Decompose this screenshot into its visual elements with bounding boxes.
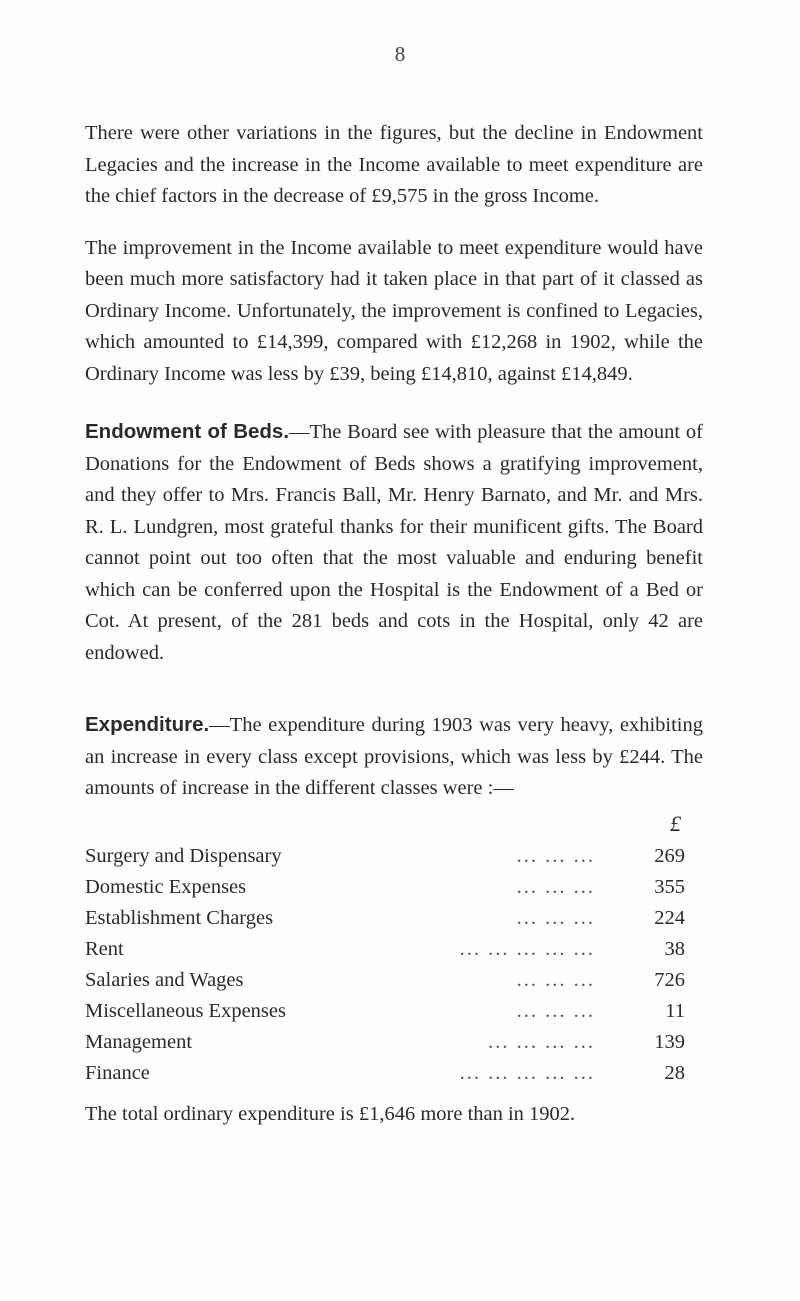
expense-label: Management xyxy=(85,1030,193,1053)
leader-dots: ... ... ... xyxy=(516,906,595,929)
currency-column-header: £ xyxy=(670,810,681,836)
leader-dots: ... ... ... ... ... xyxy=(459,1061,595,1084)
table-row xyxy=(85,1027,685,1058)
expense-amount: 355 xyxy=(654,875,685,898)
table-row xyxy=(85,965,685,996)
paragraph-expenditure xyxy=(85,709,703,805)
leader-dots: ... ... ... xyxy=(516,844,595,867)
total-expenditure-note: The total ordinary expenditure is £1,646 more than in 1902. xyxy=(85,1102,576,1125)
expense-increase-table xyxy=(85,841,685,1089)
leader-dots: ... ... ... xyxy=(516,999,595,1022)
page-number: 8 xyxy=(394,42,406,66)
expense-amount: 11 xyxy=(665,999,685,1022)
expense-amount: 726 xyxy=(654,968,685,991)
table-row xyxy=(85,872,685,903)
expense-amount: 38 xyxy=(664,937,685,960)
paragraph-income-improvement: The improvement in the Income available to meet expenditure would have been much more satisfactory had it taken place in that part of it classed as Ordinary Income. Unfortunately, the improvement is confined to Legacies, which amounted to £14,399, compared with £12,268 in 1902, while the Ordinary Income was less by £39, being £14,810, against £14,849. xyxy=(85,236,703,385)
leader-dots: ... ... ... ... ... xyxy=(459,937,595,960)
paragraph-variations: There were other variations in the figures, but the decline in Endowment Legacies and the increase in the Income available to meet expenditure are the chief factors in the decrease of £9,575 in the gross Income. xyxy=(85,122,703,207)
table-row xyxy=(85,996,685,1027)
expense-label: Domestic Expenses xyxy=(85,875,247,898)
document-body xyxy=(85,118,703,1126)
table-row xyxy=(85,841,685,872)
leader-dots: ... ... ... xyxy=(516,875,595,898)
expense-label: Surgery and Dispensary xyxy=(85,844,282,867)
expense-amount: 28 xyxy=(664,1061,685,1084)
expenditure-body: —The expenditure during 1903 was very heavy, exhibiting an increase in every class except provisions, which was less by £244. The amounts of increase in the different classes were :— xyxy=(85,714,703,799)
expense-label: Miscellaneous Expenses xyxy=(85,999,286,1022)
endowment-body: —The Board see with pleasure that the amount of Donations for the Endowment of Beds shows a gratifying improvement, and they offer to Mrs. Francis Ball, Mr. Henry Barnato, and Mr. and Mrs. R. L. Lundgren, most grateful thanks for their munificent gifts. The Board cannot point out too often that the most valuable and enduring benefit which can be conferred upon the Hospital is the Endowment of a Bed or Cot. At present, of the 281 beds and cots in the Hospital, only 42 are endowed. xyxy=(85,421,703,664)
expense-label: Salaries and Wages xyxy=(85,968,244,991)
expense-label: Rent xyxy=(85,937,124,960)
expense-amount: 139 xyxy=(654,1030,685,1053)
leader-dots: ... ... ... xyxy=(516,968,595,991)
table-row xyxy=(85,903,685,934)
expense-amount: 224 xyxy=(654,906,685,929)
expense-label: Finance xyxy=(85,1061,150,1084)
expenditure-heading: Expenditure. xyxy=(85,713,210,736)
endowment-heading: Endowment of Beds. xyxy=(85,420,290,443)
table-row xyxy=(85,934,685,965)
expense-label: Establishment Charges xyxy=(85,906,274,929)
expense-amount: 269 xyxy=(654,844,685,867)
table-row xyxy=(85,1058,685,1089)
leader-dots: ... ... ... ... xyxy=(488,1030,595,1053)
paragraph-endowment-of-beds xyxy=(85,416,703,669)
